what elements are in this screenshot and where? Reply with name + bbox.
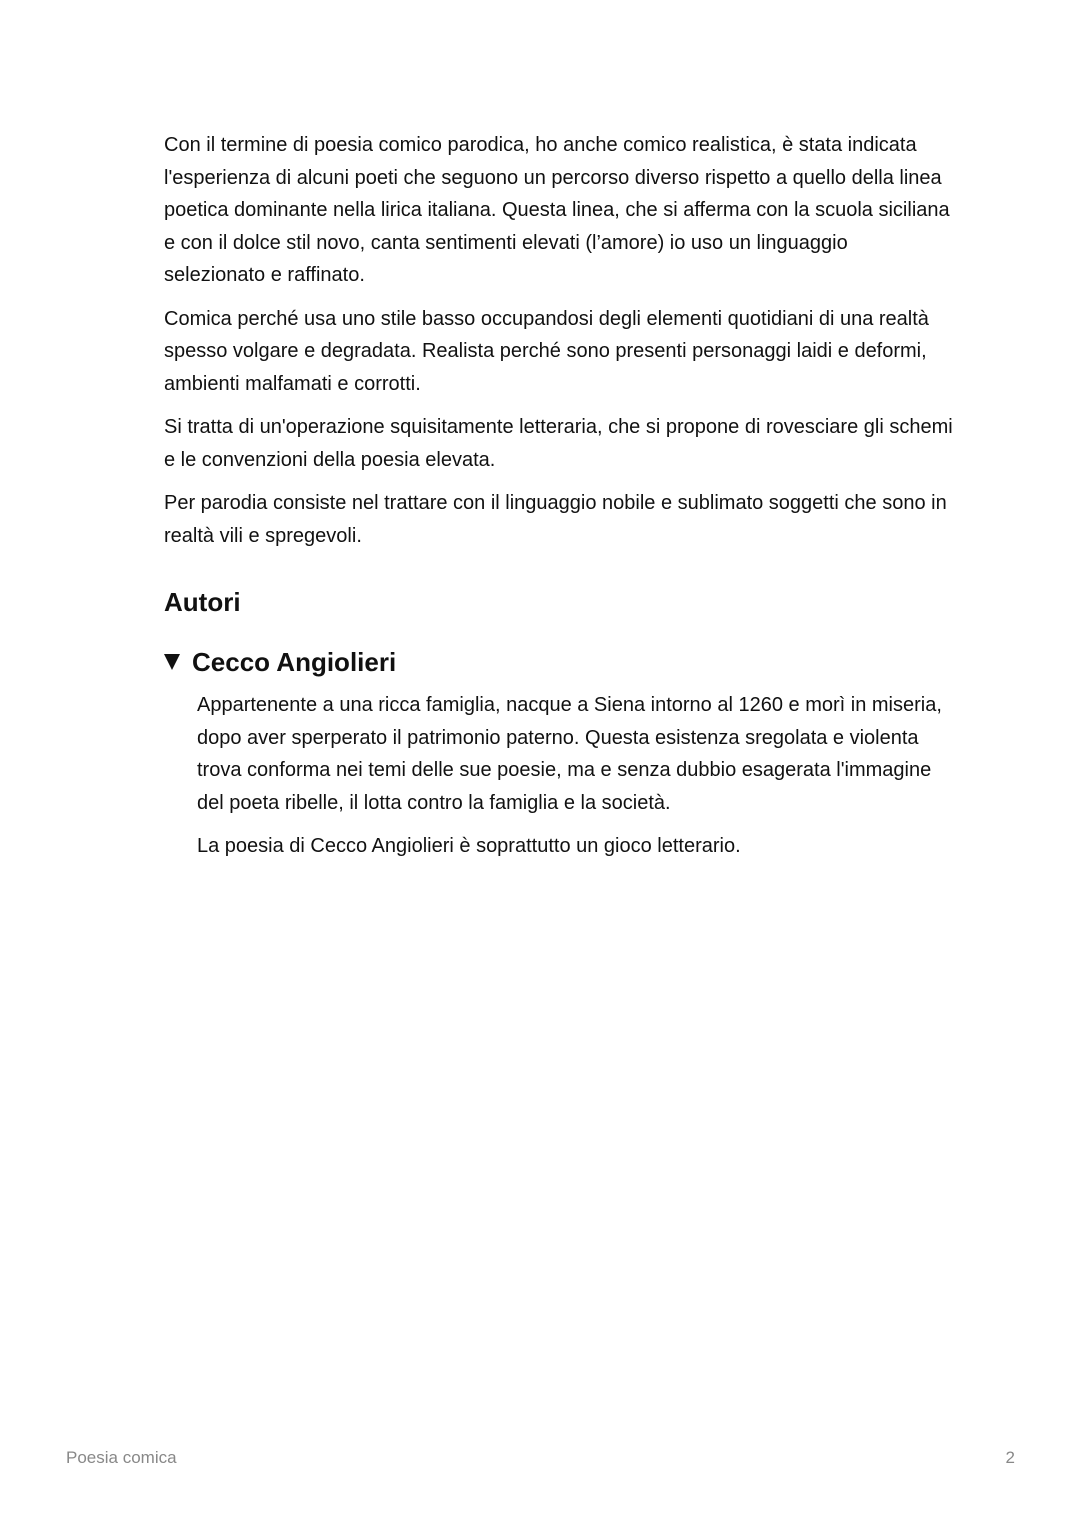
section-heading-autori: Autori bbox=[164, 587, 241, 617]
paragraph-operazione: Si tratta di un'operazione squisitamente letteraria, che si propone di rovesciare gli schemi e le convenzioni della poesia elevata. bbox=[164, 416, 953, 471]
footer-document-title: Poesia comica bbox=[66, 1448, 177, 1467]
toggle-title: Cecco Angiolieri bbox=[192, 647, 397, 677]
toggle-content bbox=[164, 689, 954, 863]
document-body bbox=[164, 129, 954, 874]
triangle-down-icon[interactable] bbox=[164, 654, 180, 670]
toggle-cecco-angiolieri bbox=[164, 645, 954, 863]
toggle-header[interactable] bbox=[164, 645, 954, 679]
paragraph-biografia: Appartenente a una ricca famiglia, nacque a Siena intorno al 1260 e morì in miseria, dopo aver sperperato il patrimonio paterno. Questa esistenza sregolata e violenta trova conforma nei temi delle sue poesie, ma e senza dubbio esagerata l'immagine del poeta ribelle, il lotta contro la famiglia e la società. bbox=[197, 694, 942, 814]
paragraph-parodia: Per parodia consiste nel trattare con il linguaggio nobile e sublimato soggetti che sono in realtà vili e spregevoli. bbox=[164, 492, 947, 547]
paragraph-comica: Comica perché usa uno stile basso occupandosi degli elementi quotidiani di una realtà spesso volgare e degradata. Realista perché sono presenti personaggi laidi e deformi, ambienti malfamati e corrotti. bbox=[164, 307, 929, 395]
paragraph-intro: Con il termine di poesia comico parodica, ho anche comico realistica, è stata indicata l'esperienza di alcuni poeti che seguono un percorso diverso rispetto a quello della linea poetica dominante nella lirica italiana. Questa linea, che si afferma con la scuola siciliana e con il dolce stil novo, canta sentimenti elevati (l’amore) io uso un linguaggio selezionato e raffinato. bbox=[164, 134, 950, 286]
paragraph-gioco-letterario: La poesia di Cecco Angiolieri è soprattutto un gioco letterario. bbox=[197, 835, 741, 857]
footer-page-number: 2 bbox=[1005, 1448, 1015, 1467]
